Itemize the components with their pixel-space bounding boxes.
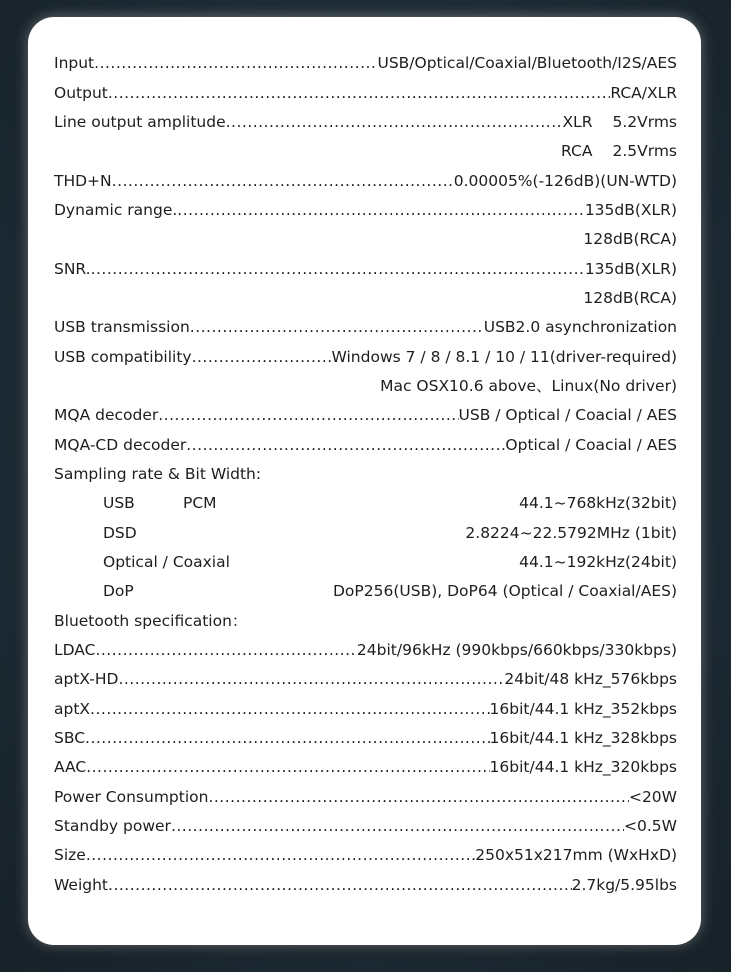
leader-dots — [112, 171, 454, 191]
spec-continuation: Mac OSX10.6 above、Linux(No driver) — [380, 377, 677, 395]
spec-continuation — [561, 141, 677, 161]
spec-row-sbc — [54, 728, 677, 748]
spec-value: 16bit/44.1 kHz_352kbps — [489, 700, 677, 718]
spec-value: <0.5W — [624, 817, 677, 835]
spec-continuation: 128dB(RCA) — [583, 230, 677, 248]
spec-row-size — [54, 845, 677, 865]
spec-label: USB transmission — [54, 318, 190, 336]
spec-row-aac — [54, 757, 677, 777]
spec-value: 135dB(XLR) — [584, 201, 677, 219]
leader-dots — [90, 699, 490, 719]
leader-dots — [85, 728, 490, 748]
spec-label: Size — [54, 846, 86, 864]
spec-label: Dynamic range. — [54, 201, 178, 219]
spec-value: USB2.0 asynchronization — [483, 318, 677, 336]
spec-value: 135dB(XLR) — [584, 260, 677, 278]
spec-label: aptX — [54, 700, 91, 718]
leader-dots — [177, 200, 585, 220]
spec-label: Standby power — [54, 817, 171, 835]
leader-dots — [186, 435, 505, 455]
sampling-source: Optical / Coaxial — [103, 553, 230, 571]
spec-value: 2.7kg/5.95lbs — [571, 876, 677, 894]
spec-label: AAC — [54, 758, 87, 776]
spec-continuation: 128dB(RCA) — [583, 289, 677, 307]
spec-row-input — [54, 53, 677, 73]
leader-dots — [226, 112, 563, 132]
spec-value: <20W — [628, 788, 677, 806]
spec-row-weight — [54, 875, 677, 895]
spec-row-standby — [54, 816, 677, 836]
leader-dots — [190, 317, 484, 337]
spec-value: 16bit/44.1 kHz_320kbps — [489, 758, 677, 776]
spec-value — [562, 112, 677, 132]
spec-value: USB / Optical / Coacial / AES — [458, 406, 677, 424]
sampling-source: DSD — [103, 524, 137, 542]
leader-dots — [94, 53, 377, 73]
spec-row-ldac — [54, 640, 677, 660]
sampling-format: PCM — [183, 494, 217, 512]
sampling-heading: Sampling rate & Bit Width: — [54, 465, 262, 483]
sampling-value: 44.1~192kHz(24bit) — [519, 553, 677, 571]
spec-value-part: 5.2Vrms — [612, 113, 677, 131]
spec-value: Optical / Coacial / AES — [505, 436, 677, 454]
spec-row-usb-transmission — [54, 317, 677, 337]
spec-value-part: RCA — [561, 142, 593, 160]
spec-row-aptx — [54, 699, 677, 719]
leader-dots — [171, 816, 624, 836]
spec-label: Weight — [54, 876, 109, 894]
spec-row-usb-compat — [54, 347, 677, 367]
leader-dots — [192, 347, 332, 367]
spec-row-mqa — [54, 405, 677, 425]
spec-label: MQA-CD decoder — [54, 436, 187, 454]
bluetooth-heading: Bluetooth specification： — [54, 612, 248, 630]
sampling-value: 2.8224~22.5792MHz (1bit) — [465, 524, 677, 542]
leader-dots — [95, 640, 356, 660]
spec-label: Power Consumption — [54, 788, 209, 806]
leader-dots — [118, 669, 504, 689]
spec-label: THD+N — [54, 172, 112, 190]
sampling-source: USB — [103, 494, 135, 512]
spec-value: 24bit/96kHz (990kbps/660kbps/330kbps) — [356, 641, 677, 659]
leader-dots — [86, 845, 475, 865]
spec-value: 250x51x217mm (WxHxD) — [475, 846, 677, 864]
spec-label: aptX-HD — [54, 670, 119, 688]
spec-value-part: XLR — [562, 113, 593, 131]
leader-dots — [208, 787, 629, 807]
sampling-value: 44.1~768kHz(32bit) — [519, 494, 677, 512]
sampling-row — [103, 552, 677, 572]
spec-label: LDAC — [54, 641, 96, 659]
leader-dots — [91, 259, 585, 279]
sampling-row — [103, 493, 677, 513]
spec-label: Input — [54, 54, 95, 72]
spec-row-output — [54, 83, 677, 103]
leader-dots — [108, 83, 610, 103]
spec-label: Output — [54, 84, 108, 102]
spec-value: USB/Optical/Coaxial/Bluetooth/I2S/AES — [377, 54, 677, 72]
spec-value: 0.00005%(-126dB)(UN-WTD) — [453, 172, 677, 190]
spec-value: 24bit/48 kHz_576kbps — [504, 670, 677, 688]
spec-row-mqa-cd — [54, 435, 677, 455]
sampling-row — [103, 581, 677, 601]
leader-dots — [86, 757, 489, 777]
spec-row-aptx-hd — [54, 669, 677, 689]
sampling-value: DoP256(USB), DoP64 (Optical / Coaxial/AES) — [333, 582, 677, 600]
spec-value-part: 2.5Vrms — [612, 142, 677, 160]
leader-dots — [158, 405, 458, 425]
spec-label: USB compatibility — [54, 348, 192, 366]
sampling-source: DoP — [103, 582, 134, 600]
spec-label: Line output amplitude — [54, 113, 226, 131]
spec-value: Windows 7 / 8 / 8.1 / 10 / 11(driver-required) — [331, 348, 677, 366]
sampling-row — [103, 523, 677, 543]
spec-value: 16bit/44.1 kHz_328kbps — [489, 729, 677, 747]
spec-row-snr — [54, 259, 677, 279]
spec-label: MQA decoder — [54, 406, 159, 424]
leader-dots — [108, 875, 572, 895]
spec-label: SNR. — [54, 260, 91, 278]
spec-row-power — [54, 787, 677, 807]
spec-label: SBC — [54, 729, 86, 747]
spec-row-dynamic-range — [54, 200, 677, 220]
spec-row-line-output — [54, 112, 677, 132]
spec-row-thdn — [54, 171, 677, 191]
spec-value: RCA/XLR — [610, 84, 677, 102]
